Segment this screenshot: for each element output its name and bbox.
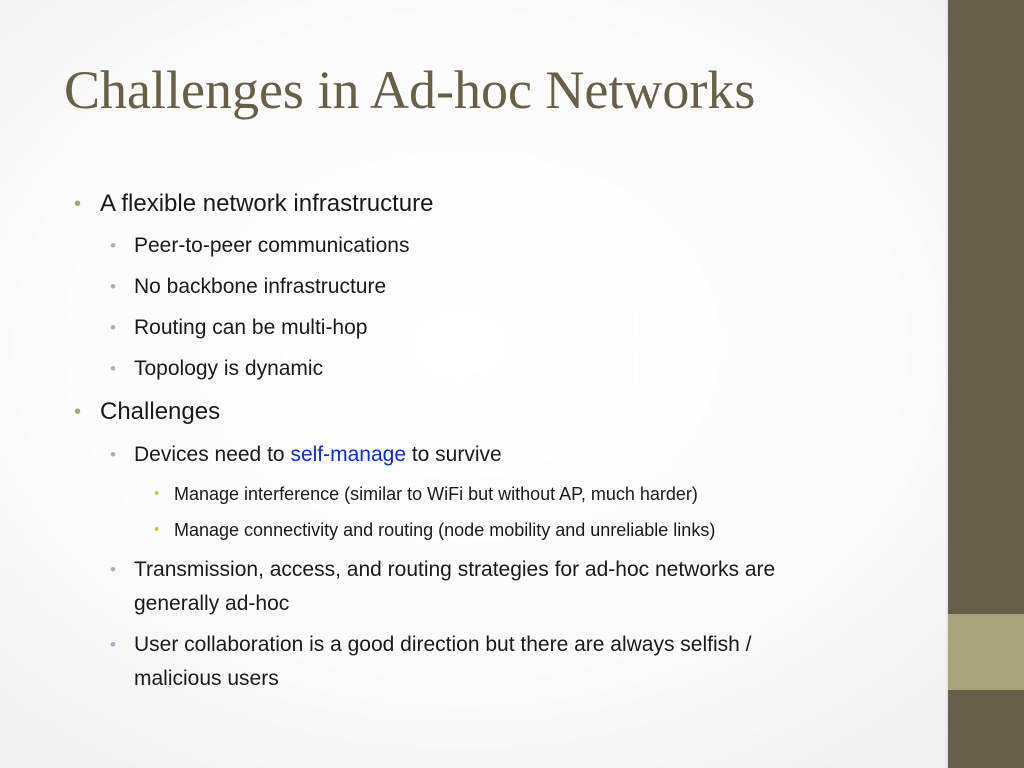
- bullet-marker: •: [74, 401, 82, 423]
- bullet-text-line-2: generally ad-hoc: [134, 592, 290, 615]
- bullet-marker: •: [110, 560, 116, 579]
- bullet-user-collaboration: [110, 628, 752, 696]
- bullet-text: A flexible network infrastructure: [100, 190, 434, 217]
- bullet-manage-connectivity: [154, 516, 716, 544]
- bullet-marker: •: [110, 635, 116, 654]
- bullet-peer-to-peer: [110, 229, 410, 263]
- bullet-text: Routing can be multi-hop: [134, 316, 368, 339]
- bullet-text: Topology is dynamic: [134, 357, 324, 380]
- bullet-text-suffix: to survive: [406, 443, 502, 466]
- bullet-text-line-2: malicious users: [134, 667, 279, 690]
- bullet-marker: •: [110, 445, 116, 464]
- bullet-text: No backbone infrastructure: [134, 275, 387, 298]
- bullet-marker: •: [74, 193, 82, 215]
- bullet-text: Peer-to-peer communications: [134, 234, 410, 257]
- bullet-multi-hop: [110, 311, 368, 345]
- bullet-text-prefix: Devices need to: [134, 443, 291, 466]
- bullet-text: Challenges: [100, 398, 221, 425]
- bullet-self-manage: [110, 438, 502, 472]
- highlighted-term: self-manage: [290, 443, 406, 466]
- bullet-marker: •: [110, 277, 116, 296]
- side-bar-accent-block: [948, 614, 1024, 690]
- bullet-text-line-1: User collaboration is a good direction but there are always selfish /: [134, 633, 752, 656]
- bullet-marker: •: [110, 318, 116, 337]
- bullet-flexible-infrastructure: [74, 187, 434, 221]
- bullet-no-backbone: [110, 270, 387, 304]
- bullet-text: Manage interference (similar to WiFi but without AP, much harder): [174, 484, 698, 504]
- bullet-manage-interference: [154, 480, 698, 508]
- slide-title: Challenges in Ad-hoc Networks: [64, 60, 756, 120]
- bullet-challenges: [74, 395, 221, 429]
- bullet-marker: •: [110, 359, 116, 378]
- bullet-text-line-1: Transmission, access, and routing strategies for ad-hoc networks are: [134, 558, 776, 581]
- bullet-marker: •: [110, 236, 116, 255]
- bullet-topology-dynamic: [110, 352, 324, 386]
- bullet-marker: •: [154, 521, 160, 538]
- bullet-text: Manage connectivity and routing (node mobility and unreliable links): [174, 520, 716, 540]
- bullet-transmission-strategies: [110, 553, 776, 621]
- bullet-marker: •: [154, 485, 160, 502]
